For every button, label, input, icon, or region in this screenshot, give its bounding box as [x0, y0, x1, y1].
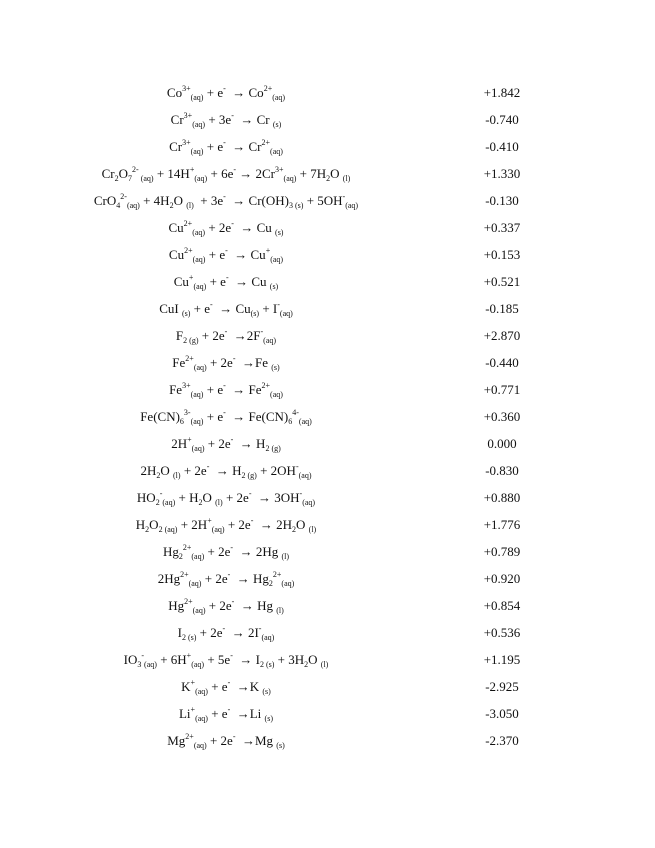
standard-potential: -2.370 [485, 733, 519, 748]
table-row [0, 700, 655, 727]
table-row [0, 295, 655, 322]
half-reaction: $2H_2O$ $_{(l)} + 2e^- \to H_{2 (g)} + 2OH^-_{(aq)}$ [140, 462, 312, 480]
half-reaction: $F_{2 (g)} + 2e^- \to 2F^-_{(aq)}$ [175, 327, 277, 345]
standard-potential: -0.440 [485, 355, 519, 370]
reduction-potentials-table [0, 79, 655, 754]
table-row [0, 214, 655, 241]
standard-potential: +0.153 [483, 247, 521, 262]
half-reaction: $Cr^{3+}_{(aq)} + e^- \to Cr^{2+}_{(aq)}$ [169, 138, 283, 156]
table-row [0, 673, 655, 700]
table-row [0, 646, 655, 673]
table-row [0, 187, 655, 214]
table-row [0, 565, 655, 592]
standard-potential: +1.842 [483, 85, 521, 100]
standard-potential: +0.920 [483, 571, 521, 586]
table-row [0, 619, 655, 646]
standard-potential: 0.000 [487, 436, 517, 451]
half-reaction: $Fe(CN)_6^{3-}_{(aq)} + e^- \to Fe(CN)_6^{4-}_{(aq)}$ [140, 408, 312, 426]
half-reaction: $K^+_{(aq)} + e^- \to K$ $_{(s)}$ [181, 678, 271, 696]
half-reaction: $Cr^{3+}_{(aq)} + 3e^- \to Cr$ $_{(s)}$ [170, 111, 282, 129]
half-reaction: $Hg^{2+}_{(aq)} + 2e^- \to Hg$ $_{(l)}$ [168, 597, 284, 615]
half-reaction: $Cu^{2+}_{(aq)} + 2e^- \to Cu$ $_{(s)}$ [168, 219, 284, 237]
standard-potential: +2.870 [483, 328, 521, 343]
half-reaction: $2Hg^{2+}_{(aq)} + 2e^- \to Hg_2^{2+}_{(aq)}$ [157, 570, 295, 588]
standard-potential: -0.130 [485, 193, 519, 208]
table-row [0, 376, 655, 403]
half-reaction: $Mg^{2+}_{(aq)} + 2e^- \to Mg$ $_{(s)}$ [167, 732, 285, 750]
half-reaction: $Cr_2O_7^{2-}$ $_{(aq)} + 14H^+_{(aq)} + 6e^- \to 2Cr^{3+}_{(aq)} + 7H_2O$ $_{(l)}$ [101, 165, 351, 183]
standard-potential: +0.854 [483, 598, 521, 613]
table-row [0, 727, 655, 754]
table-row [0, 241, 655, 268]
standard-potential: -0.830 [485, 463, 519, 478]
table-row [0, 511, 655, 538]
standard-potential: -0.410 [485, 139, 519, 154]
half-reaction: $Cu^{2+}_{(aq)} + e^- \to Cu^+_{(aq)}$ [168, 246, 284, 264]
half-reaction: $Co^{3+}_{(aq)} + e^- \to Co^{2+}_{(aq)}$ [166, 84, 286, 102]
standard-potential: +1.330 [483, 166, 521, 181]
table-row [0, 457, 655, 484]
table-row [0, 160, 655, 187]
table-row [0, 592, 655, 619]
table-row [0, 349, 655, 376]
half-reaction: $Hg_2^{2+}_{(aq)} + 2e^- \to 2Hg$ $_{(l)}$ [162, 543, 290, 561]
standard-potential: +1.195 [483, 652, 521, 667]
standard-potential: +0.337 [483, 220, 521, 235]
standard-potential: +0.360 [483, 409, 521, 424]
table-row [0, 106, 655, 133]
table-row [0, 79, 655, 106]
standard-potential: +0.521 [483, 274, 521, 289]
half-reaction: $Cu^+_{(aq)} + e^- \to Cu$ $_{(s)}$ [173, 273, 279, 291]
standard-potential: +0.771 [483, 382, 521, 397]
table-row [0, 133, 655, 160]
table-row [0, 322, 655, 349]
half-reaction: $Li^+_{(aq)} + e^- \to Li$ $_{(s)}$ [178, 705, 273, 723]
standard-potential: -0.740 [485, 112, 519, 127]
table-row [0, 430, 655, 457]
table-row [0, 403, 655, 430]
standard-potential: -3.050 [485, 706, 519, 721]
standard-potential: +0.880 [483, 490, 521, 505]
standard-potential: +0.536 [483, 625, 521, 640]
half-reaction: CuI $_{(s)} + e^- \to Cu_{(s)} + I^-_{(aq)}$ [159, 300, 293, 318]
standard-potential: -0.185 [485, 301, 519, 316]
half-reaction: $HO_2^-_{(aq)} + H_2O$ $_{(l)} + 2e^- \to 3OH^-_{(aq)}$ [136, 489, 316, 507]
half-reaction: $IO_3^-_{(aq)} + 6H^+_{(aq)} + 5e^- \to I_{2 (s)} + 3H_2O$ $_{(l)}$ [123, 651, 329, 669]
table-row [0, 484, 655, 511]
half-reaction: $Fe^{2+}_{(aq)} + 2e^- \to Fe$ $_{(s)}$ [172, 354, 280, 372]
half-reaction: $CrO_4^{2-}_{(aq)} + 4H_2O$ $_{(l)} + 3e^- \to Cr(OH)_{3 (s)} + 5OH^-_{(aq)}$ [93, 192, 359, 210]
standard-potential: +0.789 [483, 544, 521, 559]
table-row [0, 268, 655, 295]
standard-potential: +1.776 [483, 517, 521, 532]
half-reaction: $I_{2 (s)} + 2e^- \to 2I^-_{(aq)}$ [177, 624, 275, 642]
half-reaction: $H_2O_{2 (aq)} + 2H^+_{(aq)} + 2e^- \to 2H_2O$ $_{(l)}$ [135, 516, 317, 534]
standard-potential: -2.925 [485, 679, 519, 694]
table-row [0, 538, 655, 565]
half-reaction: $Fe^{3+}_{(aq)} + e^- \to Fe^{2+}_{(aq)}$ [169, 381, 283, 399]
half-reaction: $2H^+_{(aq)} + 2e^- \to H_{2 (g)}$ [171, 435, 281, 453]
